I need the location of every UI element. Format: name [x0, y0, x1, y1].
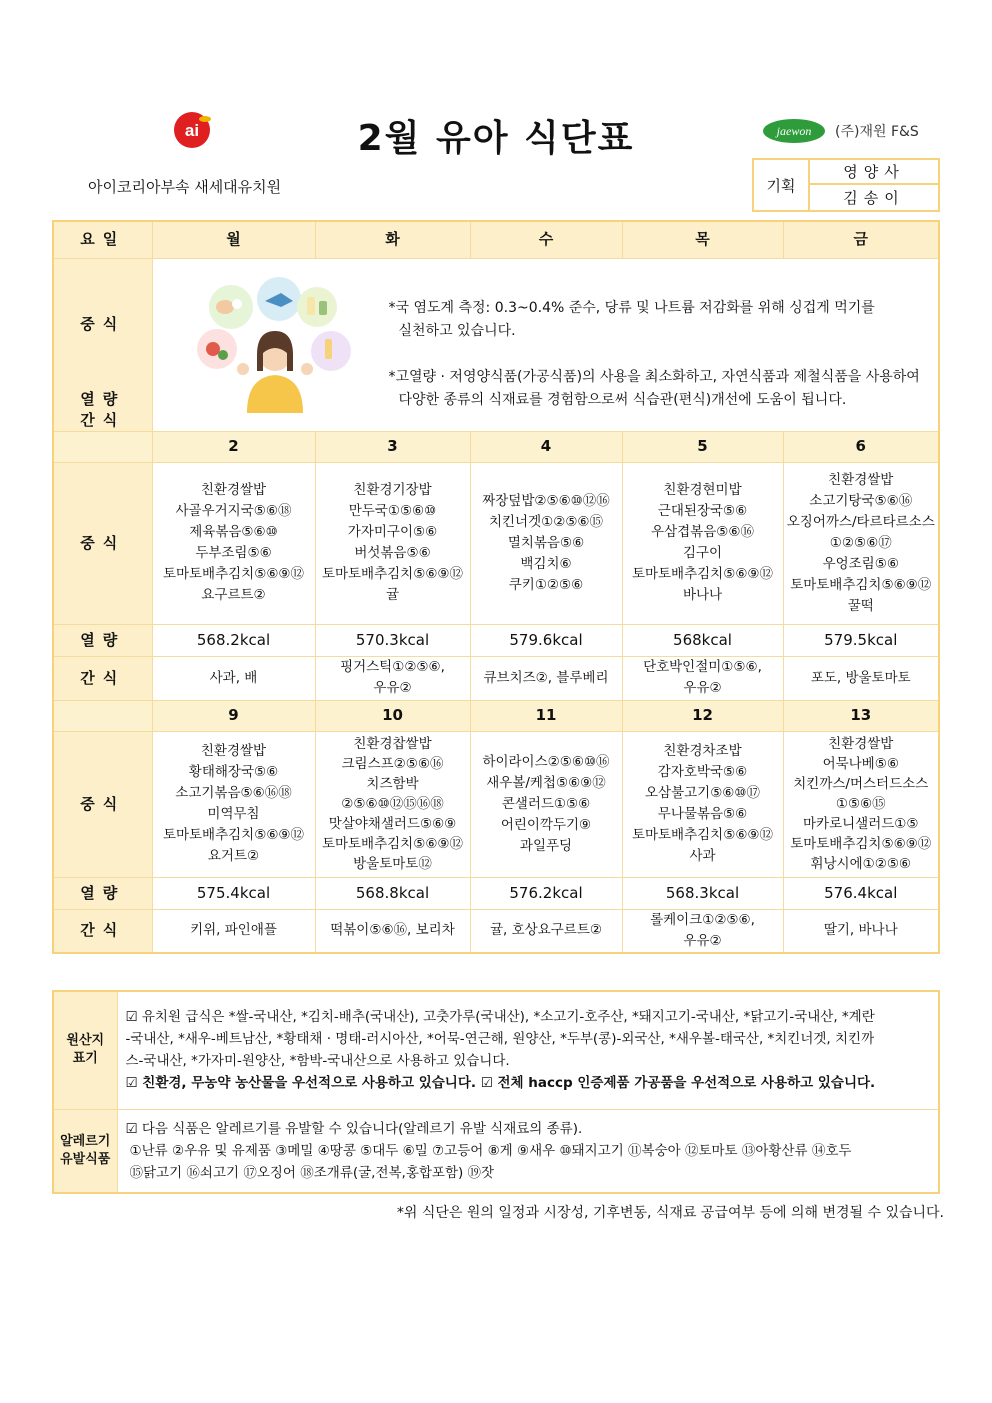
origin-label [53, 991, 117, 1109]
snack-cell [470, 656, 622, 700]
snack-cell [783, 909, 939, 953]
notice-line: 실천하고 있습니다. [398, 322, 516, 339]
lunch-cell [152, 462, 315, 624]
snack-item: 우유② [373, 680, 412, 696]
menu-item: 토마토배추김치⑤⑥⑨⑫ [321, 566, 464, 582]
menu-item: 만두국①⑤⑥⑩ [348, 503, 437, 519]
origin-line: ☑ 친환경, 무농약 농산물을 우선적으로 사용하고 있습니다. ☑ 전체 haccp 인증제품 가공품을 우선적으로 사용하고 있습니다. [125, 1075, 876, 1092]
lunch-cell [315, 462, 470, 624]
menu-item: 새우볼/케첩⑤⑥⑨⑫ [486, 774, 606, 791]
date-cell: 11 [470, 700, 622, 731]
day-column-label: 요일 [53, 221, 152, 258]
row-label-kcal: 열량 [53, 877, 152, 909]
snack-item: 딸기, 바나나 [823, 922, 898, 939]
notice-line: *국 염도계 측정: 0.3~0.4% 준수, 당류 및 나트륨 저감화를 위해 싱겁게 먹기를 [388, 299, 875, 316]
snack-cell [470, 909, 622, 953]
menu-item: ②⑤⑥⑩⑫⑮⑯⑱ [341, 796, 444, 812]
origin-line: -국내산, *새우-베트남산, *황태채 · 명태-러시아산, *어묵-연근해, 원양산, *두부(콩)-외국산, *새우볼-태국산, *치킨너겟, 치킨까 [125, 1031, 875, 1048]
allergy-line: ⑮닭고기 ⑯쇠고기 ⑰오징어 ⑱조개류(굴,전복,홍합포함) ⑲잣 [129, 1164, 495, 1181]
lunch-cell [152, 731, 315, 877]
date-cell: 4 [470, 431, 622, 462]
notice-labels [53, 258, 152, 431]
snack-cell [152, 909, 315, 953]
allergy-label [53, 1109, 117, 1193]
kcal-cell: 568.3kcal [622, 877, 783, 909]
menu-item: 어묵나베⑤⑥ [822, 756, 899, 772]
menu-item: 요거트② [207, 848, 260, 864]
menu-item: 바나나 [682, 587, 723, 603]
school-name: 아이코리아부속 새세대유치원 [88, 178, 282, 196]
menu-item: 토마토배추김치⑤⑥⑨⑫ [321, 836, 464, 852]
menu-item: 토마토배추김치⑤⑥⑨⑫ [790, 576, 932, 593]
menu-item: 귤 [385, 587, 400, 603]
date-cell: 6 [783, 431, 939, 462]
allergy-line: ☑ 다음 식품은 알레르기를 유발할 수 있습니다(알레르기 유발 식재료의 종류). [125, 1120, 583, 1137]
menu-item: 치킨까스/머스터드소스 [793, 776, 929, 792]
lunch-cell [470, 462, 622, 624]
allergy-label-line: 알레르기 [60, 1133, 111, 1149]
page-title: 2월 유아 식단표 [357, 118, 635, 159]
snack-item: 귤, 호상요구르트② [490, 922, 602, 939]
menu-item: 맛살야채샐러드⑤⑥⑨ [328, 816, 457, 832]
notice-line: *고열량 · 저영양식품(가공식품)의 사용을 최소화하고, 자연식품과 제철식품을 사용하여 [388, 368, 920, 385]
day-header: 화 [315, 221, 470, 258]
menu-item: 백김치⑥ [520, 555, 572, 572]
snack-cell [622, 909, 783, 953]
menu-item: 사골우거지국⑤⑥⑱ [175, 503, 292, 519]
menu-item: 사과 [689, 848, 716, 864]
date-cell: 2 [152, 431, 315, 462]
svg-text:jaewon: jaewon [776, 124, 812, 138]
menu-item: 친환경찹쌀밥 [353, 736, 432, 752]
menu-item: 오삼불고기⑤⑥⑩⑰ [644, 785, 760, 801]
date-cell: 13 [783, 700, 939, 731]
snack-item: 단호박인절미①⑤⑥, [643, 659, 762, 675]
kcal-cell: 575.4kcal [152, 877, 315, 909]
menu-item: 친환경현미밥 [663, 482, 742, 498]
snack-cell [783, 656, 939, 700]
footer-note: *위 식단은 원의 일정과 시장성, 기후변동, 식재료 공급여부 등에 의해 변경될 수 있습니다. [396, 1205, 944, 1221]
menu-item: 크림스프②⑤⑥⑯ [341, 756, 444, 772]
row-label-snack: 간식 [53, 656, 152, 700]
notice-label-kcal: 열량 [80, 389, 126, 408]
allergy-line: ①난류 ②우유 및 유제품 ③메밀 ④땅콩 ⑤대두 ⑥밀 ⑦고등어 ⑧게 ⑨새우 ⑩돼지고기 ⑪복숭아 ⑫토마토 ⑬아황산류 ⑭호두 [129, 1142, 852, 1159]
menu-item: 어린이깍두기⑨ [500, 816, 592, 833]
menu-item: 하이라이스②⑤⑥⑩⑯ [482, 753, 610, 770]
snack-item: 롤케이크①②⑤⑥, [650, 911, 755, 928]
day-header: 목 [622, 221, 783, 258]
healthy-eating-illustration [195, 277, 355, 413]
menu-item: 근대된장국⑤⑥ [657, 503, 748, 519]
date-cell: 3 [315, 431, 470, 462]
origin-text [117, 991, 939, 1109]
jaewon-logo [762, 118, 826, 144]
menu-item: 치킨너겟①②⑤⑥⑮ [488, 513, 604, 530]
svg-text:ai: ai [184, 121, 200, 140]
menu-item: 친환경쌀밥 [828, 471, 894, 488]
snack-item: 키위, 파인애플 [190, 922, 277, 939]
day-header: 수 [470, 221, 622, 258]
menu-item: 친환경쌀밥 [200, 743, 267, 759]
menu-item: 토마토배추김치⑤⑥⑨⑫ [162, 566, 305, 582]
menu-item: 친환경쌀밥 [828, 736, 894, 752]
plan-box [752, 158, 940, 212]
menu-item: 요구르트② [201, 587, 266, 603]
menu-item: 소고기탕국⑤⑥⑯ [809, 492, 913, 509]
snack-cell [315, 909, 470, 953]
snack-item: 큐브치즈②, 블루베리 [483, 669, 609, 686]
menu-item: 방울토마토⑫ [353, 856, 432, 872]
menu-item: ①②⑤⑥⑰ [829, 534, 892, 551]
menu-item: 감자호박국⑤⑥ [657, 764, 748, 780]
notice-label-snack: 간식 [80, 410, 126, 429]
menu-item: 미역무침 [207, 806, 260, 822]
company-name: (주)재원 F&S [835, 124, 919, 140]
date-cell: 10 [315, 700, 470, 731]
menu-item: 토마토배추김치⑤⑥⑨⑫ [162, 827, 305, 843]
menu-item: 버섯볶음⑤⑥ [354, 545, 431, 561]
menu-item: 꿀떡 [847, 597, 874, 614]
lunch-cell [470, 731, 622, 877]
menu-item: 우삼겹볶음⑤⑥⑯ [651, 524, 754, 540]
menu-item: 오징어까스/타르타르소스 [786, 513, 935, 530]
notice-text [389, 297, 929, 412]
menu-item: 무나물볶음⑤⑥ [657, 806, 748, 822]
menu-item: ①⑤⑥⑮ [835, 796, 886, 812]
lunch-cell [783, 731, 939, 877]
menu-item: 콘샐러드①⑤⑥ [501, 795, 591, 812]
kcal-cell: 579.6kcal [470, 624, 622, 656]
notice-line: 다양한 종류의 식재료를 경험함으로써 식습관(편식)개선에 도움이 됩니다. [398, 391, 847, 408]
menu-item: 황태해장국⑤⑥ [188, 764, 279, 780]
kcal-cell: 568.8kcal [315, 877, 470, 909]
plan-name: 김송이 [843, 189, 905, 207]
kcal-cell: 576.2kcal [470, 877, 622, 909]
menu-item: 토마토배추김치⑤⑥⑨⑫ [790, 836, 932, 852]
kcal-cell: 570.3kcal [315, 624, 470, 656]
origin-line: ☑ 유치원 급식은 *쌀-국내산, *김치-배추(국내산), 고춧가루(국내산), *소고기-호주산, *돼지고기-국내산, *닭고기-국내산, *계란 [125, 1009, 875, 1026]
menu-item: 쿠키①②⑤⑥ [508, 576, 584, 593]
date-cell: 5 [622, 431, 783, 462]
origin-line: 스-국내산, *가자미-원양산, *함박-국내산으로 사용하고 있습니다. [125, 1053, 510, 1070]
info-table [52, 990, 940, 1194]
row-label-lunch: 중식 [53, 731, 152, 877]
menu-item: 치즈함박 [366, 776, 419, 792]
snack-cell [315, 656, 470, 700]
lunch-cell [622, 462, 783, 624]
plan-label: 기획 [754, 160, 810, 210]
snack-item: 사과, 배 [209, 669, 258, 686]
menu-item: 두부조림⑤⑥ [195, 545, 272, 561]
menu-item: 소고기볶음⑤⑥⑯⑱ [175, 785, 292, 801]
kcal-cell: 568.2kcal [152, 624, 315, 656]
menu-item: 친환경쌀밥 [200, 482, 267, 498]
snack-item: 포도, 방울토마토 [810, 669, 911, 686]
menu-item: 토마토배추김치⑤⑥⑨⑫ [631, 827, 774, 843]
kcal-cell: 576.4kcal [783, 877, 939, 909]
menu-item: 친환경차조밥 [663, 743, 742, 759]
menu-item: 토마토배추김치⑤⑥⑨⑫ [631, 566, 774, 582]
kcal-cell: 579.5kcal [783, 624, 939, 656]
row-label-lunch: 중식 [53, 462, 152, 624]
menu-item: 가자미구이⑤⑥ [347, 524, 438, 540]
lunch-cell [315, 731, 470, 877]
menu-item: 과일푸딩 [519, 837, 573, 854]
menu-table [52, 220, 940, 954]
snack-item: 핑거스틱①②⑤⑥, [340, 659, 445, 675]
menu-item: 김구이 [682, 545, 723, 561]
menu-item: 멸치볶음⑤⑥ [507, 534, 585, 551]
menu-item: 마카로니샐러드①⑤ [803, 816, 919, 832]
row-label-snack: 간식 [53, 909, 152, 953]
day-header: 금 [783, 221, 939, 258]
menu-item: 친환경기장밥 [353, 482, 432, 498]
snack-cell [152, 656, 315, 700]
menu-item: 우엉조림⑤⑥ [822, 555, 899, 572]
menu-item: 제육볶음⑤⑥⑩ [189, 524, 278, 540]
notice-cell [152, 258, 939, 431]
snack-item: 우유② [683, 932, 722, 949]
origin-label-line: 표기 [72, 1051, 98, 1067]
plan-role: 영양사 [810, 160, 938, 185]
origin-label-line: 원산지 [66, 1033, 105, 1049]
notice-label-lunch: 중식 [80, 314, 126, 333]
allergy-text [117, 1109, 939, 1193]
lunch-cell [783, 462, 939, 624]
day-header: 월 [152, 221, 315, 258]
menu-item: 짜장덮밥②⑤⑥⑩⑫⑯ [482, 492, 610, 509]
menu-item: 휘낭시에①②⑤⑥ [810, 856, 912, 872]
snack-item: 떡볶이⑤⑥⑯, 보리차 [330, 922, 455, 939]
allergy-label-line: 유발식품 [60, 1151, 111, 1167]
lunch-cell [622, 731, 783, 877]
snack-item: 우유② [683, 680, 722, 696]
date-cell: 9 [152, 700, 315, 731]
date-cell: 12 [622, 700, 783, 731]
kcal-cell: 568kcal [622, 624, 783, 656]
row-label-kcal: 열량 [53, 624, 152, 656]
snack-cell [622, 656, 783, 700]
